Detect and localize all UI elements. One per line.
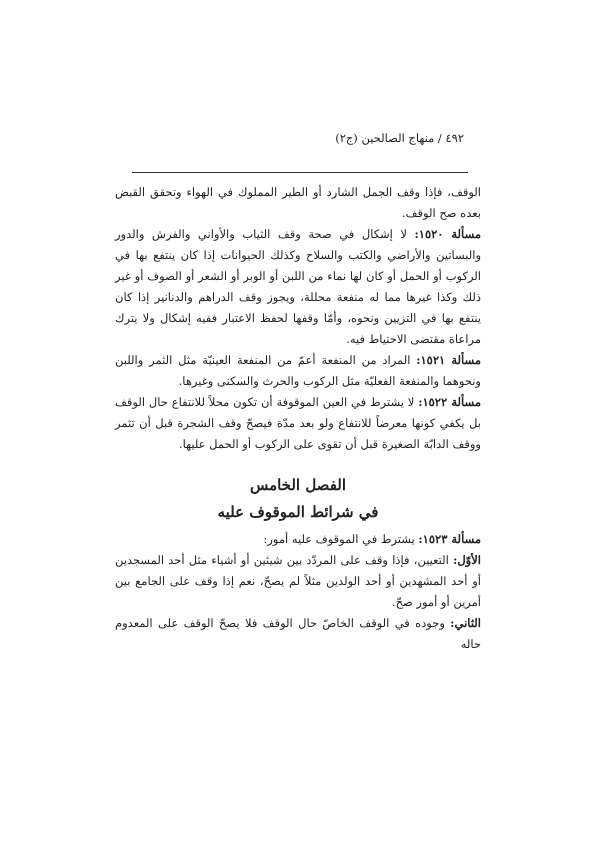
issue-label: مسألة ١٥٢٣: [418,532,481,546]
condition-label: الثاني: [450,616,481,630]
issue-1523 [115,529,481,550]
condition-label: الأوّل: [453,553,481,567]
issue-label: مسألة ١٥٢١: [416,353,481,367]
issue-1522 [115,392,481,455]
issue-label: مسألة ١٥٢٢: [418,395,481,409]
header-divider [132,172,468,173]
paragraph-text: وجوده في الوقف الخاصّ حال الوقف فلا يصحّ الوقف على المعدوم حاله [115,616,481,651]
condition-first [115,550,481,613]
paragraph-text: لا إشكال في صحة وقف الثياب والأواني والفرش والدور والبساتين والأراضي والكتب والسلاح وكذلك الحيوانات إذا كان ينتفع بها في الركوب أو الحمل أو كان لها نماء من اللبن أو الوبر أو الشعر أو الصوف أو غير ذلك وكذا غيرها مما له منفعة محللة، ويجوز وقف الدراهم والدنانير إذا كان ينتفع بها في التزيين ونحوه، وأمّا وقفها لحفظ الاعتبار ففيه إشكال ولا يترك مراعاة مقتضى الاحتياط فيه. [115,227,481,346]
issue-label: مسألة ١٥٢٠: [414,227,481,241]
issue-1521 [115,350,481,392]
paragraph-text: الوقف، فإذا وقف الجمل الشارد أو الطير المملوك في الهواء وتحقق القبض بعده صح الوقف. [115,185,481,220]
chapter-subject-heading: في شرائط الموقوف عليه [217,503,379,521]
paragraph-text: لا يشترط في العين الموقوفة أن تكون محلاً للانتفاع حال الوقف بل يكفي كونها معرضاً للانتفاع ولو بعد مدّة فيصحّ وقف الشجرة قبل أن تثمر ووقف الدابّة الصغيرة قبل أن تقوى على الركوب أو الحمل عليها. [115,395,481,451]
page-body [115,182,481,655]
running-header: ٤٩٢ / منهاج الصالحين (ج٢) [335,131,464,145]
paragraph-text: المراد من المنفعة أعمّ من المنفعة العينيّة مثل الثمر واللبن ونحوهما والمنفعة الفعليّة مثل الركوب والحرث والسكنى وغيرها. [115,353,481,388]
chapter-number-heading: الفصل الخامس [249,476,347,494]
paragraph-text: يشترط في الموقوف عليه أمور: [263,532,419,546]
continued-paragraph [115,182,481,224]
paragraph-text: التعيين، فإذا وقف على المردّد بين شيئين أو أشياء مثل أحد المسجدين أو أحد المشهدين أو أحد الولدين مثلاً لم يصحّ، نعم إذا وقف على الجامع بين أمرين أو أمور صحّ. [115,553,481,609]
condition-second [115,613,481,655]
issue-1520 [115,224,481,350]
